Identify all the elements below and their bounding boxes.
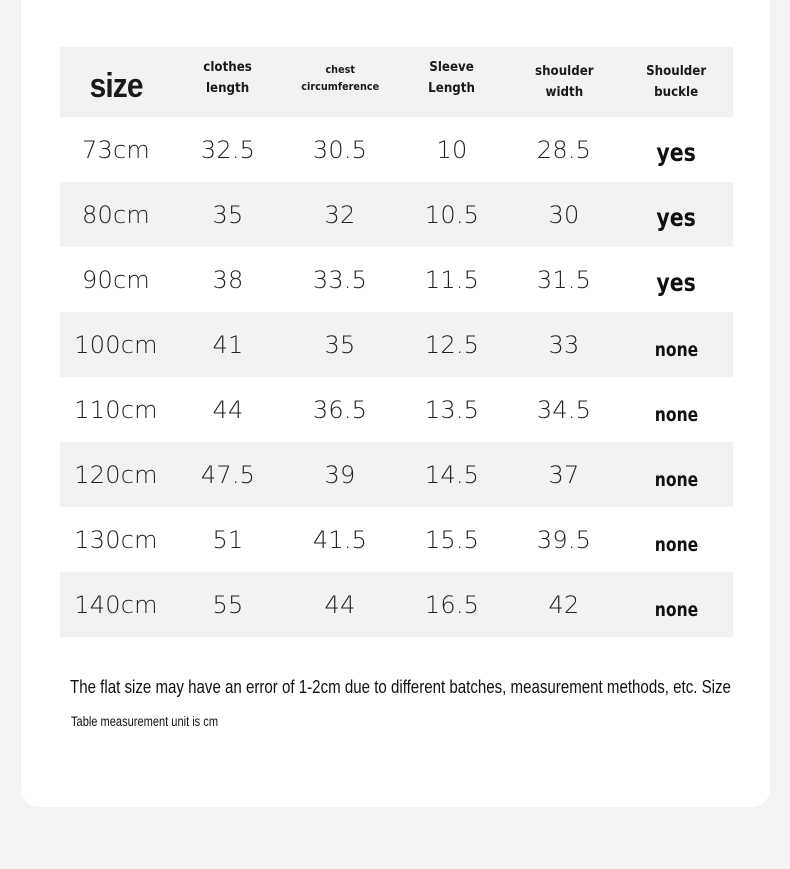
table-body: [60, 117, 733, 637]
measurement-cell: 44: [324, 590, 356, 619]
header-clothes-length: [172, 47, 284, 117]
measurement-cell: 33.5: [312, 265, 368, 294]
measurement-cell: 34.5: [536, 395, 592, 424]
measurement-cell: 41.5: [312, 525, 368, 554]
table-row: [60, 182, 733, 247]
shoulder-buckle-value: none: [654, 468, 699, 491]
table-row: [60, 507, 733, 572]
measurement-cell: 51: [212, 525, 244, 554]
measurement-cell: 38: [212, 265, 244, 294]
table-header-row: [60, 47, 733, 117]
header-sleeve-length: [396, 47, 508, 117]
shoulder-buckle-cell: [620, 117, 733, 182]
measurement-cell: 47.5: [200, 460, 256, 489]
header-shoulder-width-label: shoulder width: [534, 63, 594, 100]
header-clothes-length-label: clothes length: [203, 59, 253, 96]
measurement-unit-note: Table measurement unit is cm: [71, 714, 219, 729]
table-row: [60, 312, 733, 377]
measurement-cell: 44: [212, 395, 244, 424]
header-size: [60, 47, 172, 117]
measurement-cell: 16.5: [424, 590, 480, 619]
table-row: [60, 442, 733, 507]
table-row: [60, 572, 733, 637]
size-chart-table: [60, 47, 733, 637]
measurement-cell: 33: [548, 330, 580, 359]
measurement-cell: 32: [324, 200, 356, 229]
header-size-label: size: [89, 66, 143, 105]
size-cell: 120cm: [74, 460, 158, 489]
header-chest-circumference-label: chest circumference: [301, 63, 379, 93]
measurement-cell: 39.5: [536, 525, 592, 554]
shoulder-buckle-cell: [620, 572, 733, 637]
size-cell: 73cm: [82, 135, 150, 164]
shoulder-buckle-cell: [620, 182, 733, 247]
measurement-cell: 42: [548, 590, 580, 619]
measurement-cell: 35: [324, 330, 356, 359]
shoulder-buckle-value: yes: [656, 203, 697, 232]
measurement-cell: 37: [548, 460, 580, 489]
shoulder-buckle-value: none: [654, 338, 699, 361]
header-shoulder-buckle: [620, 47, 733, 117]
measurement-cell: 13.5: [424, 395, 480, 424]
measurement-cell: 35: [212, 200, 244, 229]
header-chest-circumference: [284, 47, 396, 117]
table-row: [60, 247, 733, 312]
measurement-cell: 14.5: [424, 460, 480, 489]
size-cell: 110cm: [74, 395, 158, 424]
measurement-cell: 41: [212, 330, 244, 359]
size-cell: 140cm: [74, 590, 158, 619]
measurement-cell: 15.5: [424, 525, 480, 554]
measurement-cell: 28.5: [536, 135, 592, 164]
measurement-cell: 30.5: [312, 135, 368, 164]
header-shoulder-buckle-label: Shoulder buckle: [646, 63, 707, 100]
shoulder-buckle-value: yes: [656, 268, 697, 297]
measurement-cell: 32.5: [200, 135, 256, 164]
measurement-cell: 11.5: [424, 265, 480, 294]
shoulder-buckle-value: none: [654, 598, 699, 621]
measurement-cell: 39: [324, 460, 356, 489]
measurement-cell: 55: [212, 590, 244, 619]
table-row: [60, 377, 733, 442]
shoulder-buckle-cell: [620, 507, 733, 572]
shoulder-buckle-value: none: [654, 533, 699, 556]
shoulder-buckle-cell: [620, 377, 733, 442]
shoulder-buckle-value: yes: [656, 138, 697, 167]
measurement-note: The flat size may have an error of 1-2cm due to different batches, measurement methods, etc. Size: [70, 676, 731, 697]
shoulder-buckle-value: none: [654, 403, 699, 426]
measurement-cell: 10: [436, 135, 468, 164]
table-row: [60, 117, 733, 182]
size-cell: 100cm: [74, 330, 158, 359]
shoulder-buckle-cell: [620, 247, 733, 312]
measurement-cell: 30: [548, 200, 580, 229]
measurement-cell: 10.5: [424, 200, 480, 229]
measurement-cell: 12.5: [424, 330, 480, 359]
header-sleeve-length-label: Sleeve Length: [428, 59, 476, 96]
size-cell: 130cm: [74, 525, 158, 554]
size-cell: 90cm: [82, 265, 150, 294]
measurement-cell: 36.5: [312, 395, 368, 424]
shoulder-buckle-cell: [620, 312, 733, 377]
measurement-cell: 31.5: [536, 265, 592, 294]
shoulder-buckle-cell: [620, 442, 733, 507]
size-cell: 80cm: [82, 200, 150, 229]
header-shoulder-width: [508, 47, 620, 117]
